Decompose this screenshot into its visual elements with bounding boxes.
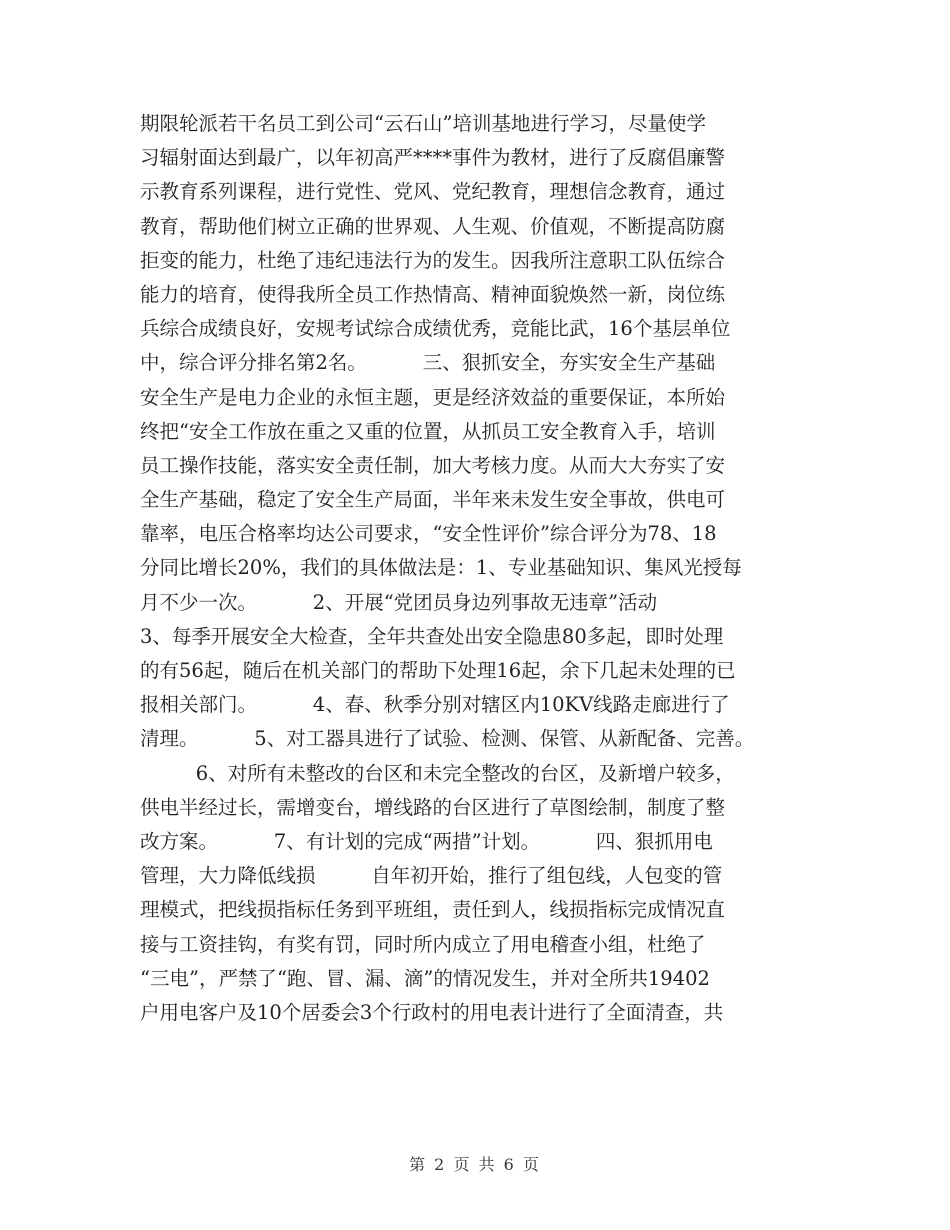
text-line: 分同比增长20%，我们的具体做法是：1、专业基础知识、集风光授每 bbox=[140, 556, 742, 580]
text-line: 清理。 5、对工器具进行了试验、检测、保管、从新配备、完善。 bbox=[140, 727, 755, 751]
text-line: 3、每季开展安全大检查，全年共查处出安全隐患80多起，即时处理 bbox=[140, 624, 724, 648]
text-line: 示教育系列课程，进行党性、党风、党纪教育，理想信念教育，通过 bbox=[140, 180, 726, 204]
text-line: 理模式，把线损指标任务到平班组，责任到人，线损指标完成情况直 bbox=[140, 898, 726, 922]
text-line: 习辐射面达到最广，以年初高严****事件为教材，进行了反腐倡廉警 bbox=[140, 146, 726, 170]
text-line: 拒变的能力，杜绝了违纪违法行为的发生。因我所注意职工队伍综合 bbox=[140, 248, 726, 272]
text-line: 能力的培育，使得我所全员工作热情高、精神面貌焕然一新，岗位练 bbox=[140, 282, 726, 306]
text-line: 供电半经过长，需增变台，增线路的台区进行了草图绘制，制度了整 bbox=[140, 795, 726, 819]
text-line: 户用电客户及10个居委会3个行政村的用电表计进行了全面清查，共 bbox=[140, 1000, 724, 1024]
text-line: 全生产基础，稳定了安全生产局面，半年来未发生安全事故，供电可 bbox=[140, 488, 726, 512]
text-line: 期限轮派若干名员工到公司“云石山”培训基地进行学习，尽量使学 bbox=[140, 112, 706, 135]
text-line: 教育，帮助他们树立正确的世界观、人生观、价值观，不断提高防腐 bbox=[140, 214, 726, 238]
text-line: 改方案。 7、有计划的完成“两措”计划。 四、狠抓用电 bbox=[140, 829, 713, 853]
text-line: 中，综合评分排名第2名。 三、狠抓安全，夯实安全生产基础 bbox=[140, 351, 716, 375]
text-line: 月不少一次。 2、开展“党团员身边列事故无违章”活动 bbox=[140, 590, 658, 614]
text-line: 安全生产是电力企业的永恒主题，更是经济效益的重要保证，本所始 bbox=[140, 385, 726, 409]
body-text bbox=[140, 107, 840, 1030]
text-line: “三电”，严禁了“跑、冒、漏、滴”的情况发生，并对全所共19402 bbox=[140, 966, 710, 990]
text-line: 靠率，电压合格率均达公司要求，“安全性评价”综合评分为78、18 bbox=[140, 522, 717, 546]
text-line: 兵综合成绩良好，安规考试综合成绩优秀，竞能比武，16个基层单位 bbox=[140, 317, 731, 341]
text-line: 的有56起，随后在机关部门的帮助下处理16起，余下几起未处理的已 bbox=[140, 659, 736, 682]
text-line: 6、对所有未整改的台区和未完全整改的台区，及新增户较多， bbox=[140, 761, 735, 785]
text-line: 接与工资挂钩，有奖有罚，同时所内成立了用电稽查小组，杜绝了 bbox=[140, 932, 706, 956]
text-line: 员工操作技能，落实安全责任制，加大考核力度。从而大大夯实了安 bbox=[140, 453, 726, 477]
text-line: 管理，大力降低线损 自年初开始，推行了组包线，人包变的管 bbox=[140, 864, 723, 888]
page-footer: 第 2 页 共 6 页 bbox=[409, 1155, 541, 1174]
text-line: 报相关部门。 4、春、秋季分别对辖区内10KV线路走廊进行了 bbox=[140, 693, 730, 717]
text-line: 终把“安全工作放在重之又重的位置，从抓员工安全教育入手，培训 bbox=[140, 419, 716, 443]
